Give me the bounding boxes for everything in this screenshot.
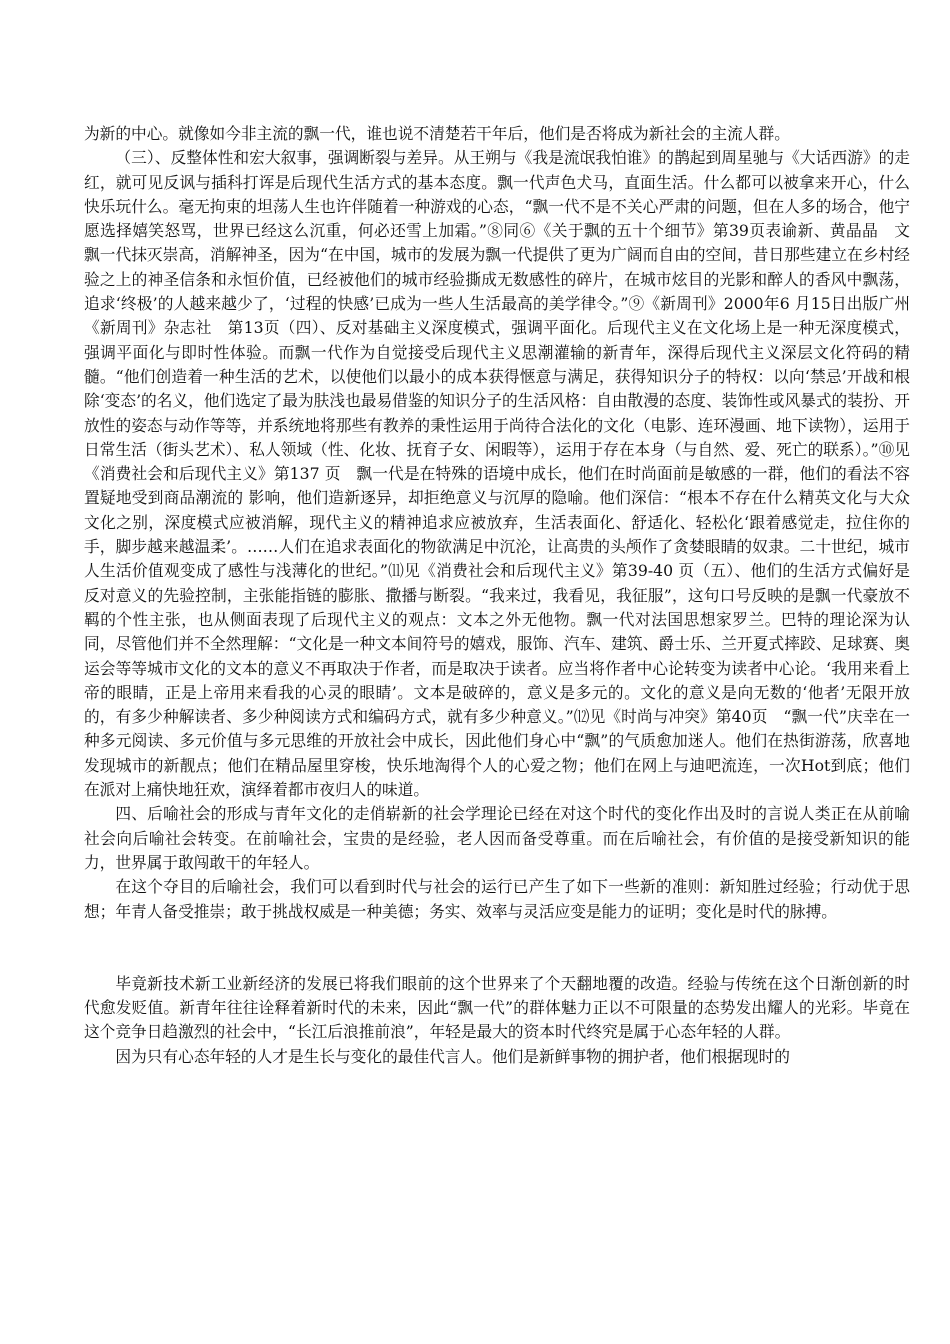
paragraph-continuation: 为新的中心。就像如今非主流的飘一代，谁也说不清楚若干年后，他们是否将成为新社会的主流人群。 [84,124,790,143]
paragraph-new-rules: 在这个夺目的后喻社会，我们可以看到时代与社会的运行已产生了如下一些新的准则：新知胜过经验；行动优于思想；年青人备受推崇；敢于挑战权威是一种美德；务实、效率与灵活应变是能力的证明；变化是时代的脉搏。 [84,877,910,921]
paragraph-section-four-postfigurative: 四、后喻社会的形成与青年文化的走俏崭新的社会学理论已经在对这个时代的变化作出及时的言说人类正在从前喻社会向后喻社会转变。在前喻社会，宝贵的是经验，老人因而备受尊重。而在后喻社会，有价值的是接受新知识的能力，世界属于敢闯敢干的年轻人。 [84,804,910,872]
document-page [84,122,926,1069]
paragraph-section-three-to-five: （三）、反整体性和宏大叙事，强调断裂与差异。从王朔与《我是流氓我怕谁》的鹊起到周星驰与《大话西游》的走红，就可见反讽与插科打诨是后现代生活方式的基本态度。飘一代声色犬马，直面生活。什么都可以被拿来开心，什么快乐玩什么。毫无拘束的坦荡人生也许伴随着一种游戏的心态，“飘一代不是不关心严肃的问题，但在人多的场合，他宁愿选择嬉笑怒骂，世界已经这么沉重，何必还雪上加霜。”⑧同⑥《关于飘的五十个细节》第39页表谕新、黄晶晶 文 飘一代抹灭崇高，消解神圣，因为“在中国，城市的发展为飘一代提供了更为广阔而自由的空间，昔日那些建立在乡村经验之上的神圣信条和永恒价值，已经被他们的城市经验撕成无数感性的碎片，在城市炫目的光影和醉人的香风中飘荡，追求‘终极’的人越来越少了，‘过程的快感’已成为一些人生活最高的美学律令。”⑨《新周刊》2000年6 月15日出版广州《新周刊》杂志社 第13页（四）、反对基础主义深度模式，强调平面化。后现代主义在文化场上是一种无深度模式，强调平面化与即时性体验。而飘一代作为自觉接受后现代主义思潮灌输的新青年，深得后现代主义深层文化符码的精髓。“他们创造着一种生活的艺术，以使他们以最小的成本获得惬意与满足，获得知识分子的特权：以向‘禁忌’开战和根除‘变态’的名义，他们选定了最为肤浅也最易借鉴的知识分子的生活风格：自由散漫的态度、装饰性或风暴式的装扮、开放性的姿态与动作等等，并系统地将那些有教养的秉性运用于尚待合法化的文化（电影、连环漫画、地下读物），运用于日常生活（街头艺术）、私人领域（性、化妆、抚育子女、闲暇等），运用于存在本身（与自然、爱、死亡的联系）。”⑩见《消费社会和后现代主义》第137 页 飘一代是在特殊的语境中成长，他们在时尚面前是敏感的一群，他们的看法不容置疑地受到商品潮流的 影响，他们造新逐异，却拒绝意义与沉厚的隐喻。他们深信：“根本不存在什么精英文化与大众文化之别，深度模式应被消解，现代主义的精神追求应被放弃，生活表面化、舒适化、轻松化‘跟着感觉走，拉住你的手，脚步越来越温柔’。……人们在追求表面化的物欲满足中沉沦，让高贵的头颅作了贪婪眼睛的奴隶。二十世纪，城市人生活价值观变成了感性与浅薄化的世纪。”⑾见《消费社会和后现代主义》第39-40 页（五）、他们的生活方式偏好是反对意义的先验控制，主张能指链的膨胀、撒播与断裂。“我来过，我看见，我征服”，这句口号反映的是飘一代豪放不羁的个性主张，也从侧面表现了后现代主义的观点：文本之外无他物。飘一代对法国思想家罗兰。巴特的理论深为认同，尽管他们并不全然理解：“文化是一种文本间符号的嬉戏，服饰、汽车、建筑、爵士乐、兰开夏式摔跤、足球赛、奥运会等等城市文化的文本的意义不再取决于作者，而是取决于读者。应当将作者中心论转变为读者中心论。‘我用来看上帝的眼睛，正是上帝用来看我的心灵的眼睛’。文本是破碎的，意义是多元的。文化的意义是向无数的‘他者’无限开放的，有多少种解读者、多少种阅读方式和编码方式，就有多少种意义。”⑿见《时尚与冲突》第40页 “飘一代”庆幸在一种多元阅读、多元价值与多元思维的开放社会中成长，因此他们身心中“飘”的气质愈加迷人。他们在热街游荡，欣喜地发现城市的新靓点；他们在精品屋里穿梭，快乐地淘得个人的心爱之物；他们在网上与迪吧流连，一次Hot到底；他们在派对上痛快地狂欢，演绎着都市夜归人的味道。 [84,148,926,800]
paragraph-young-mindset: 因为只有心态年轻的人才是生长与变化的最佳代言人。他们是新鲜事物的拥护者，他们根据现时的 [115,1046,790,1066]
paragraph-gap [84,924,910,972]
paragraph-new-technology: 毕竟新技术新工业新经济的发展已将我们眼前的这个世界来了个天翻地覆的改造。经验与传统在这个日渐创新的时代愈发贬值。新青年往往诠释着新时代的未来，因此“飘一代”的群体魅力正以不可限量的态势发出耀人的光彩。毕竟在这个竞争日趋激烈的社会中，“长江后浪推前浪”，年轻是最大的资本时代终究是属于心态年轻的人群。 [84,973,910,1042]
